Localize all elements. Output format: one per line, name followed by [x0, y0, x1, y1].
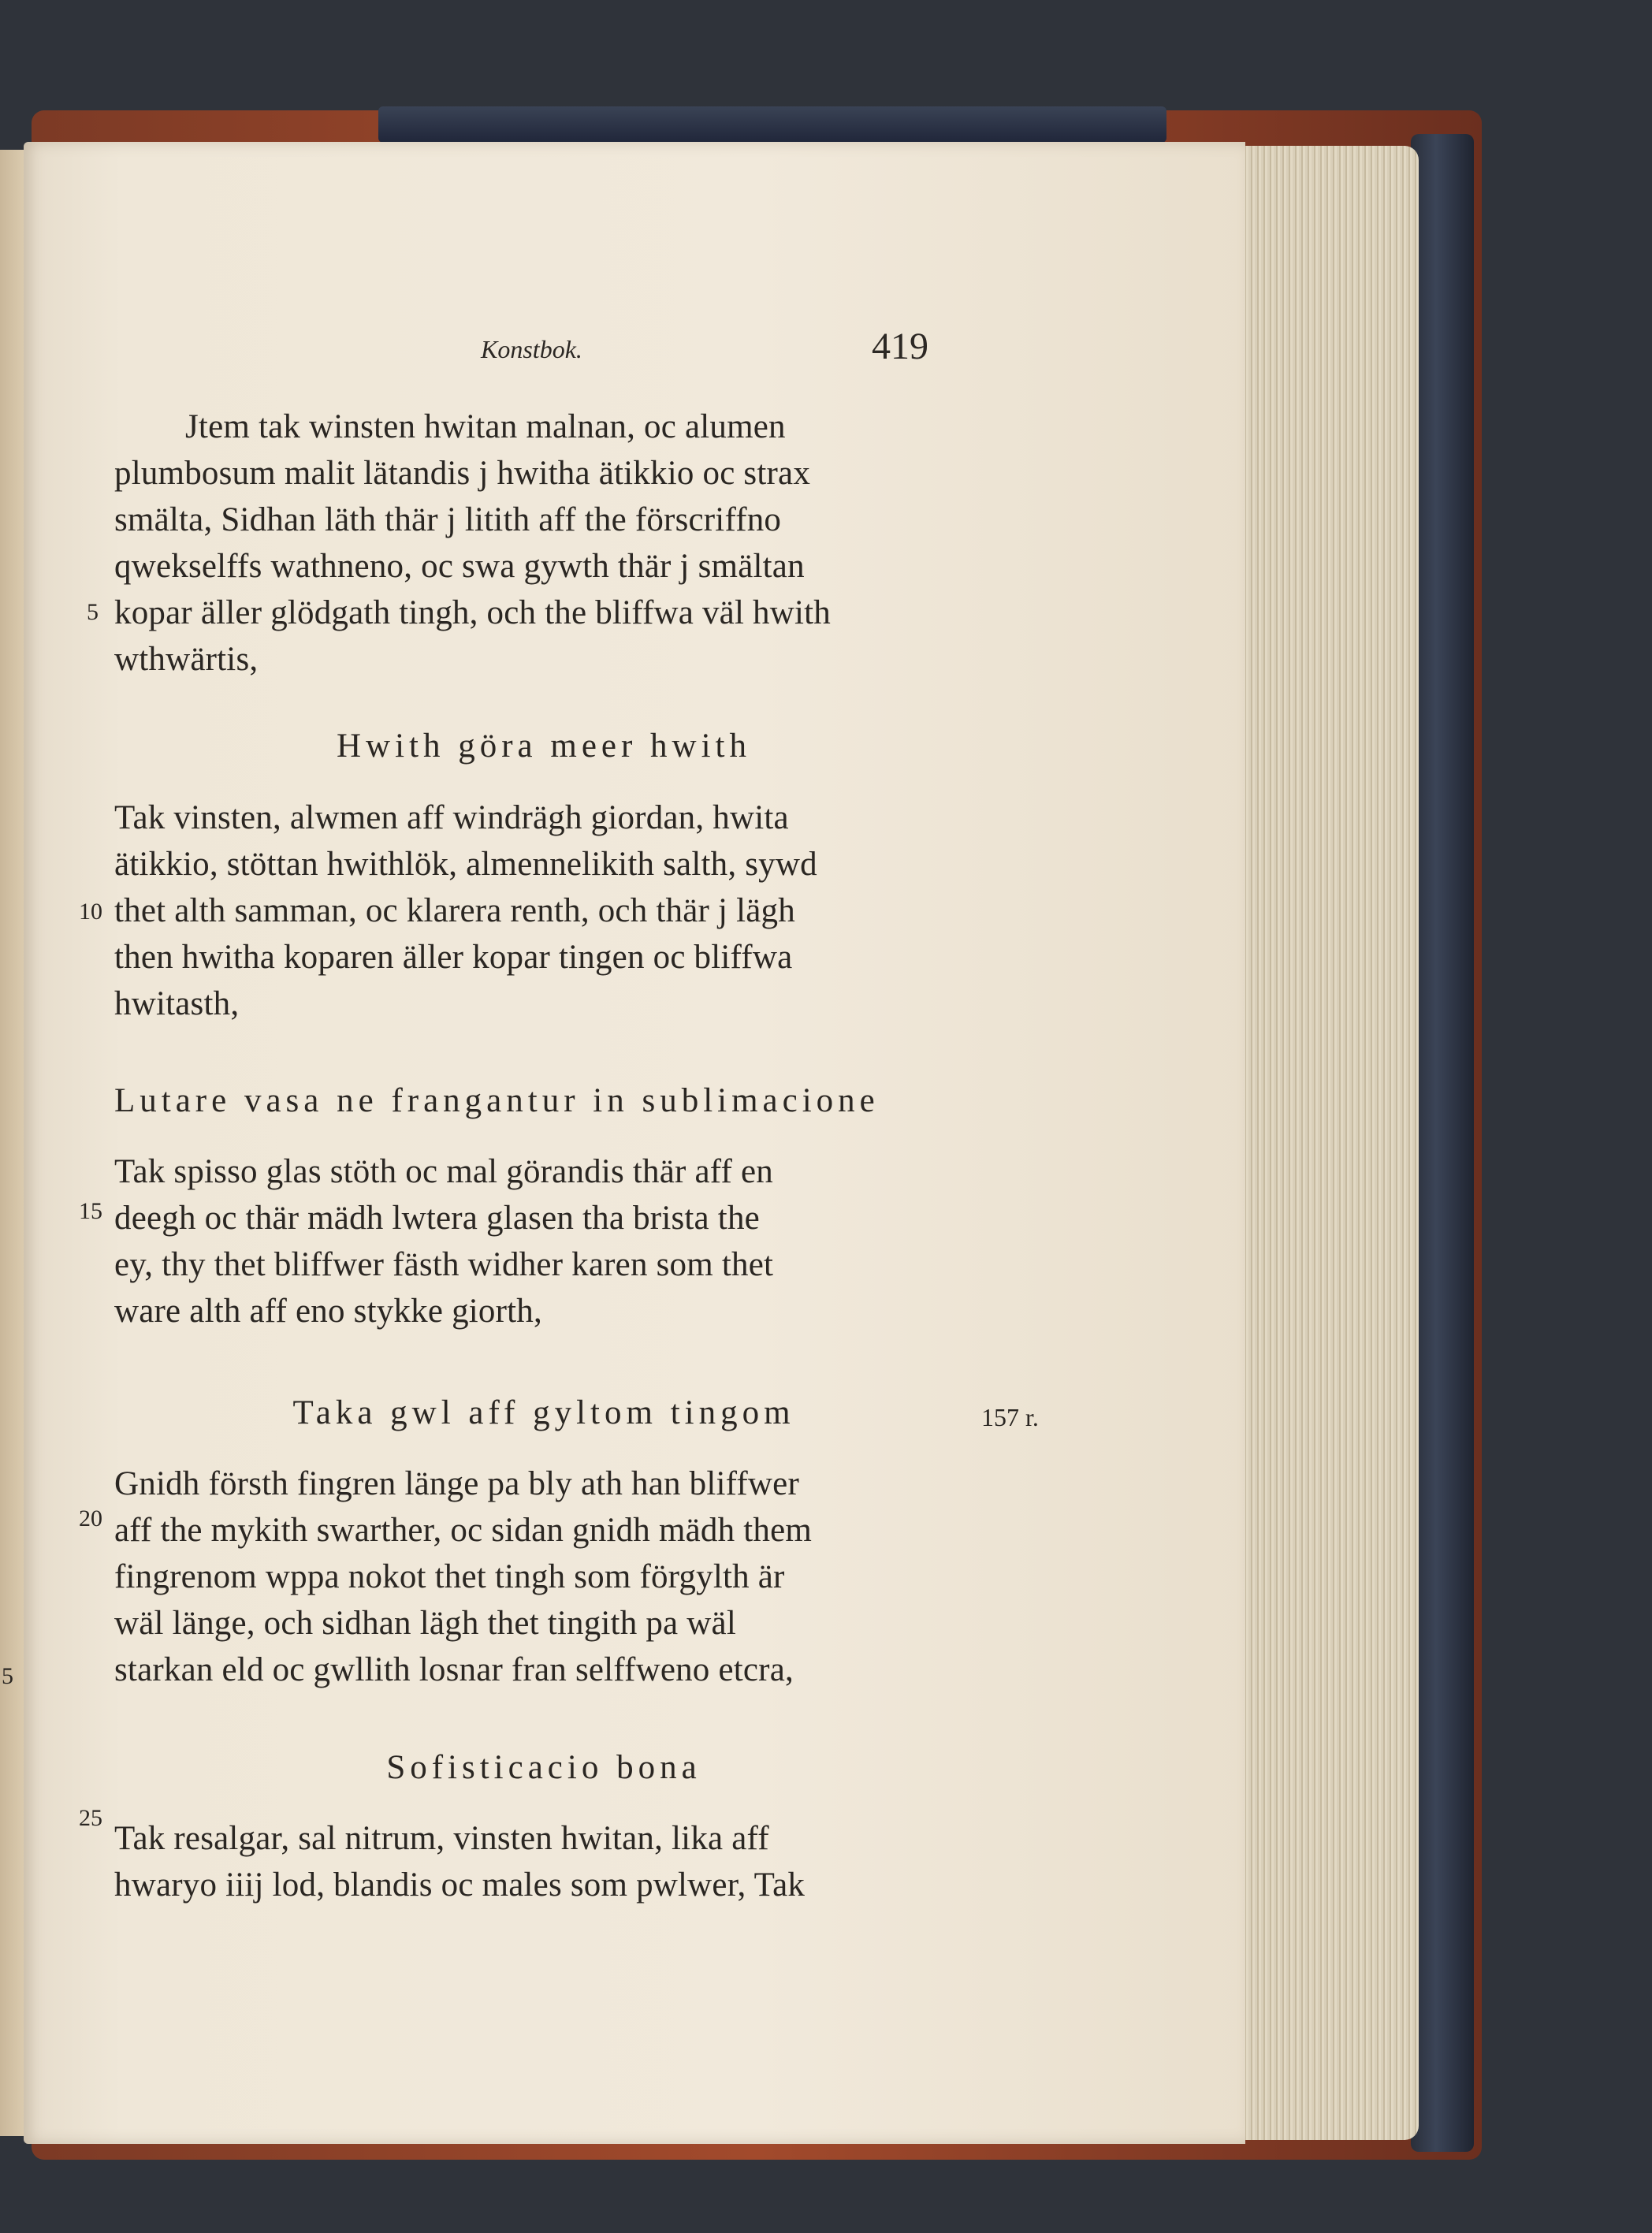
text-line: Gnidh försth fingren länge pa bly ath han bliffwer: [114, 1465, 799, 1502]
text-line: starkan eld oc gwllith losnar fran selffweno etcra,: [114, 1651, 794, 1688]
text-line: Tak vinsten, alwmen aff windrägh giordan, hwita: [114, 799, 789, 836]
binding-strip: [378, 106, 1166, 143]
page-edges: [1230, 146, 1419, 2140]
page-number: 419: [872, 326, 928, 367]
text-line: wthwärtis,: [114, 641, 259, 678]
text-line: Tak resalgar, sal nitrum, vinsten hwitan, lika aff: [114, 1820, 769, 1857]
text-line: aff the mykith swarther, oc sidan gnidh mädh them: [114, 1512, 813, 1549]
line-number: 20: [79, 1505, 102, 1531]
running-head: Konstbok.: [481, 335, 582, 363]
text-line: ware alth aff eno stykke giorth,: [114, 1293, 542, 1330]
line-number: 25: [79, 1805, 102, 1831]
text-line: kopar äller glödgath tingh, och the bliffwa väl hwith: [114, 594, 832, 631]
text-line: hwitasth,: [114, 985, 240, 1022]
text-line: plumbosum malit lätandis j hwitha ätikkio oc strax: [114, 455, 811, 492]
section-heading: Sofisticacio bona: [386, 1749, 701, 1786]
margin-note: 157 r.: [981, 1403, 1039, 1431]
text-line: deegh oc thär mädh lwtera glasen tha brista the: [114, 1200, 760, 1237]
section-heading: Hwith göra meer hwith: [336, 728, 752, 765]
line-number: 5: [87, 599, 99, 625]
text-line: thet alth samman, oc klarera renth, och thär j lägh: [114, 892, 795, 929]
facing-page-mark: 5: [2, 1663, 13, 1689]
text-line: smälta, Sidhan läth thär j litith aff the förscriffno: [114, 501, 782, 538]
line-number: 10: [79, 899, 102, 925]
text-line: hwaryo iiij lod, blandis oc males som pwlwer, Tak: [114, 1866, 806, 1904]
section-heading: Taka gwl aff gyltom tingom: [292, 1394, 795, 1431]
text-line: wäl länge, och sidhan lägh thet tingith pa wäl: [114, 1605, 736, 1642]
text-line: Tak spisso glas stöth oc mal görandis thär aff en: [114, 1153, 773, 1190]
text-line: Jtem tak winsten hwitan malnan, oc alumen: [185, 408, 786, 445]
book-spine: [1411, 134, 1474, 2152]
text-line: ätikkio, stöttan hwithlök, almennelikith salth, sywd: [114, 846, 817, 883]
text-line: then hwitha koparen äller kopar tingen oc bliffwa: [114, 939, 793, 976]
text-line: qwekselffs wathneno, oc swa gywth thär j smältan: [114, 548, 805, 585]
line-number: 15: [79, 1198, 102, 1224]
text-line: fingrenom wppa nokot thet tingh som förgylth är: [114, 1558, 785, 1595]
section-heading: Lutare vasa ne frangantur in sublimacione: [114, 1082, 880, 1119]
text-line: ey, thy thet bliffwer fästh widher karen som thet: [114, 1246, 774, 1283]
